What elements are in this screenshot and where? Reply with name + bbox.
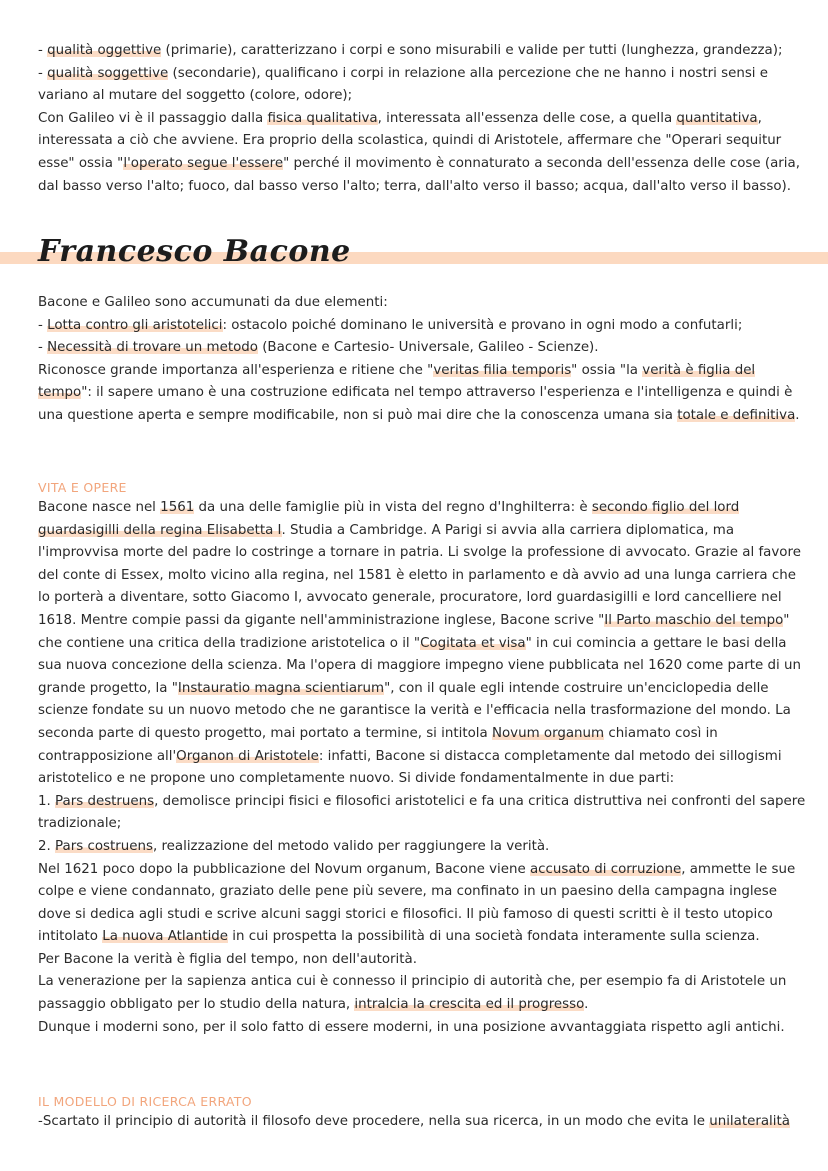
modello-text	[38, 1111, 808, 1134]
highlight: qualità oggettive	[47, 43, 162, 58]
section-heading-modello: IL MODELLO DI RICERCA ERRATO	[38, 1094, 252, 1109]
highlight: unilateralità	[709, 1114, 790, 1129]
bacone-line-3: - Necessità di trovare un metodo (Bacone e Cartesio- Universale, Galileo - Scienze).	[38, 340, 599, 356]
highlight: Il Parto maschio del tempo	[604, 612, 784, 628]
highlight: verità è figlia del tempo	[38, 362, 756, 401]
highlight: secondo figlio del lord guardasigilli della regina Elisabetta I	[38, 500, 740, 538]
intro-text	[38, 40, 808, 198]
highlight: l'operato segue l'essere	[123, 155, 284, 171]
bacone-line-2: - Lotta contro gli aristotelici: ostacolo poiché dominano le università e provano in ogni modo a confutarli;	[38, 317, 743, 333]
highlight: Necessità di trovare un metodo	[47, 340, 258, 356]
highlight: Instauratio magna scientiarum	[177, 680, 385, 696]
highlight: intralcia la crescita ed il progresso	[354, 997, 585, 1013]
highlight: 1561	[160, 500, 195, 515]
list-item: 2. Pars costruens, realizzazione del metodo valido per raggiungere la verità.	[38, 838, 550, 854]
highlight: accusato di corruzione	[529, 861, 682, 877]
bacone-intro	[38, 292, 808, 428]
vita-line: Per Bacone la verità è figlia del tempo, non dell'autorità.	[38, 951, 417, 967]
highlight: totale e definitiva	[677, 407, 796, 423]
bacone-paragraph: Riconosce grande importanza all'esperienza e ritiene che "veritas filia temporis" ossia "la verità è figlia del tempo": il sapere umano è una costruzione edificata nel tempo attraverso l'esperienza e l'intelligenza e quindi è una questione aperta e sempre modificabile, non si può mai dire che la conoscenza umana sia totale e definitiva.	[38, 362, 800, 423]
vita-paragraph-2: Nel 1621 poco dopo la pubblicazione del Novum organum, Bacone viene accusato di corruzione, ammette le sue colpe e viene condannato, graziato delle pene più severe, ma confinato in un paesino della campagna inglese dove si dedica agli studi e scrive alcuni saggi storici e filosofici. Il più famoso di questi scritti è il testo utopico intitolato La nuova Atlantide in cui prospetta la possibilità di una società fondata interamente sulla scienza.	[38, 861, 796, 945]
highlight: Lotta contro gli aristotelici	[47, 317, 223, 333]
highlight: Cogitata et visa	[420, 635, 526, 651]
section-heading-vita: VITA E OPERE	[38, 480, 127, 495]
highlight: Organon di Aristotele	[176, 748, 319, 764]
highlight: quantitativa	[676, 110, 758, 126]
highlight: fisica qualitativa	[267, 110, 378, 126]
page-title: Francesco Bacone	[38, 234, 351, 269]
intro-line-1: - qualità oggettive (primarie), caratterizzano i corpi e sono misurabili e valide per tutti (lunghezza, grandezza);	[38, 43, 783, 58]
vita-line: Dunque i moderni sono, per il solo fatto di essere moderni, in una posizione avvantaggiata rispetto agli antichi.	[38, 1019, 785, 1035]
highlight: qualità soggettive	[47, 65, 169, 81]
highlight: La nuova Atlantide	[102, 929, 229, 945]
vita-paragraph-3: La venerazione per la sapienza antica cui è connesso il principio di autorità che, per esempio fa di Aristotele un passaggio obbligato per lo studio della natura, intralcia la crescita ed il progresso.	[38, 974, 787, 1013]
intro-paragraph: Con Galileo vi è il passaggio dalla fisica qualitativa, interessata all'essenza delle cose, a quella quantitativa, interessata a ciò che avviene. Era proprio della scolastica, quindi di Aristotele, affermare che "Operari sequitur esse" ossia "l'operato segue l'essere" perché il movimento è connaturato a seconda dell'essenza delle cose (aria, dal basso verso l'alto; fuoco, dal basso verso l'alto; terra, dall'alto verso il basso; acqua, dall'alto verso il basso).	[38, 110, 800, 194]
vita-paragraph: Bacone nasce nel 1561 da una delle famiglie più in vista del regno d'Inghilterra: è secondo figlio del lord guardasigilli della regina Elisabetta I. Studia a Cambridge. A Parigi si avvia alla carriera diplomatica, ma l'improvvisa morte del padre lo costringe a tornare in patria. Li svolge la professione di avvocato. Grazie al favore del conte di Essex, molto vicino alla regina, nel 1581 è eletto in parlamento e dà avvio ad una lunga carriera che lo porterà a diventare, sotto Giacomo I, avvocato generale, procuratore, lord guardasigilli e lord cancelliere nel 1618. Mentre compie passi da gigante nell'amministrazione inglese, Bacone scrive "Il Parto maschio del tempo" che contiene una critica della tradizione aristotelica o il "Cogitata et visa" in cui comincia a gettare le basi della sua nuova concezione della scienza. Ma l'opera di maggiore impegno viene pubblicata nel 1620 come parte di un grande progetto, la "Instauratio magna scientiarum", con il quale egli intende costruire un'enciclopedia delle scienze fondate su un nuovo metodo che ne garantisce la verità e l'efficacia nella trasformazione del mondo. La seconda parte di questo progetto, mai portato a termine, si intitola Novum organum chiamato così in contrapposizione all'Organon di Aristotele: infatti, Bacone si distacca completamente dal metodo dei sillogismi aristotelico e ne propone uno completamente nuovo. Si divide fondamentalmente in due parti:	[38, 500, 801, 787]
bacone-line-1: Bacone e Galileo sono accumunati da due elementi:	[38, 295, 388, 310]
highlight: Pars destruens	[55, 793, 155, 809]
modello-line-1: -Scartato il principio di autorità il filosofo deve procedere, nella sua ricerca, in un modo che evita le unilateralità	[38, 1114, 790, 1129]
list-item: 1. Pars destruens, demolisce principi fisici e filosofici aristotelici e fa una critica distruttiva nei confronti del sapere tradizionale;	[38, 793, 806, 832]
intro-line-2: - qualità soggettive (secondarie), qualificano i corpi in relazione alla percezione che ne hanno i nostri sensi e variano al mutare del soggetto (colore, odore);	[38, 65, 769, 104]
vita-text	[38, 497, 808, 1039]
highlight: veritas filia temporis	[433, 362, 572, 378]
highlight: Novum organum	[491, 725, 605, 741]
highlight: Pars costruens	[55, 838, 153, 854]
